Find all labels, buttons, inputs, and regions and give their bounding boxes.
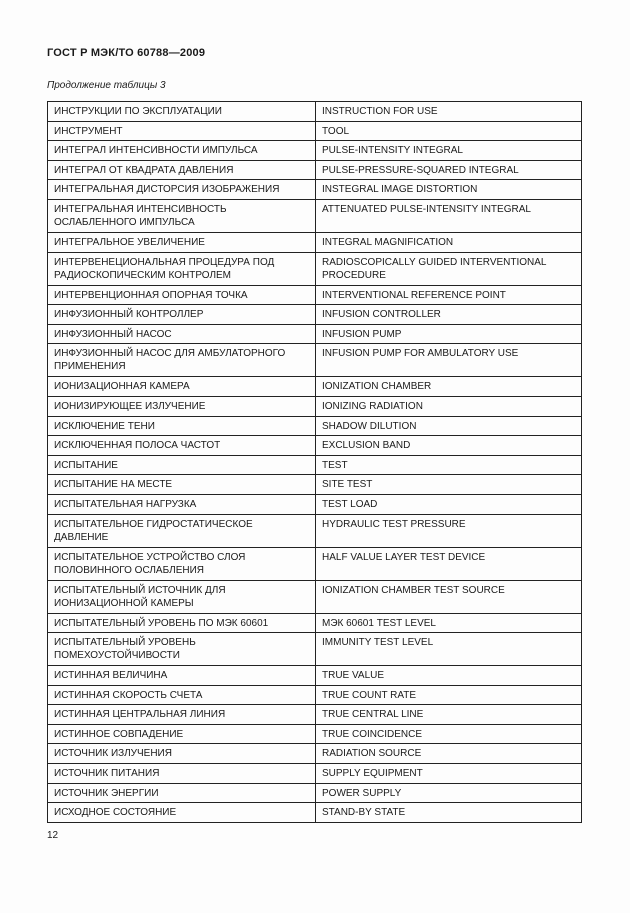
term-english: STAND-BY STATE [316, 803, 582, 823]
table-row [48, 633, 582, 666]
table-row [48, 199, 582, 232]
table-row [48, 141, 582, 161]
table-row [48, 613, 582, 633]
term-russian: ИНСТРУКЦИИ ПО ЭКСПЛУАТАЦИИ [48, 102, 316, 122]
table-row [48, 324, 582, 344]
table-row [48, 305, 582, 325]
term-russian: ИНФУЗИОННЫЙ НАСОС [48, 324, 316, 344]
term-english: SITE TEST [316, 475, 582, 495]
page-number: 12 [47, 830, 59, 841]
term-english: TRUE VALUE [316, 666, 582, 686]
terms-table [47, 101, 582, 823]
term-english: INFUSION PUMP FOR AMBULATORY USE [316, 344, 582, 377]
term-english: ATTENUATED PULSE-INTENSITY INTEGRAL [316, 199, 582, 232]
term-english: TEST LOAD [316, 494, 582, 514]
table-row [48, 285, 582, 305]
term-english: PULSE-INTENSITY INTEGRAL [316, 141, 582, 161]
term-english: SHADOW DILUTION [316, 416, 582, 436]
term-english: TRUE CENTRAL LINE [316, 705, 582, 725]
term-russian: ИСКЛЮЧЕНИЕ ТЕНИ [48, 416, 316, 436]
term-english: INFUSION PUMP [316, 324, 582, 344]
table-row [48, 396, 582, 416]
table-row [48, 783, 582, 803]
term-english: HALF VALUE LAYER TEST DEVICE [316, 547, 582, 580]
term-russian: ИНФУЗИОННЫЙ НАСОС ДЛЯ АМБУЛАТОРНОГО ПРИМЕНЕНИЯ [48, 344, 316, 377]
term-english: INSTRUCTION FOR USE [316, 102, 582, 122]
term-russian: ИНТЕГРАЛЬНОЕ УВЕЛИЧЕНИЕ [48, 232, 316, 252]
term-russian: ИСКЛЮЧЕННАЯ ПОЛОСА ЧАСТОТ [48, 436, 316, 456]
table-row [48, 685, 582, 705]
term-english: IONIZATION CHAMBER [316, 377, 582, 397]
table-row [48, 494, 582, 514]
term-russian: ИСТОЧНИК ПИТАНИЯ [48, 764, 316, 784]
table-row [48, 724, 582, 744]
term-english: INFUSION CONTROLLER [316, 305, 582, 325]
term-english: POWER SUPPLY [316, 783, 582, 803]
term-russian: ИСТИННОЕ СОВПАДЕНИЕ [48, 724, 316, 744]
term-english: TOOL [316, 121, 582, 141]
term-russian: ИНТЕГРАЛ ИНТЕНСИВНОСТИ ИМПУЛЬСА [48, 141, 316, 161]
table-row [48, 377, 582, 397]
term-russian: ИНСТРУМЕНТ [48, 121, 316, 141]
term-russian: ИНТЕГРАЛЬНАЯ ИНТЕНСИВНОСТЬ ОСЛАБЛЕННОГО ИМПУЛЬСА [48, 199, 316, 232]
term-english: INSTEGRAL IMAGE DISTORTION [316, 180, 582, 200]
term-russian: ИСПЫТАТЕЛЬНАЯ НАГРУЗКА [48, 494, 316, 514]
term-russian: ИСПЫТАТЕЛЬНОЕ УСТРОЙСТВО СЛОЯ ПОЛОВИННОГО ОСЛАБЛЕНИЯ [48, 547, 316, 580]
term-english: IONIZING RADIATION [316, 396, 582, 416]
term-russian: ИСТОЧНИК ЭНЕРГИИ [48, 783, 316, 803]
term-russian: ИОНИЗИРУЮЩЕЕ ИЗЛУЧЕНИЕ [48, 396, 316, 416]
term-russian: ИСПЫТАНИЕ НА МЕСТЕ [48, 475, 316, 495]
term-russian: ИСПЫТАТЕЛЬНОЕ ГИДРОСТАТИЧЕСКОЕ ДАВЛЕНИЕ [48, 514, 316, 547]
table-row [48, 160, 582, 180]
term-russian: ИСТИННАЯ СКОРОСТЬ СЧЕТА [48, 685, 316, 705]
table-row [48, 666, 582, 686]
table-row [48, 764, 582, 784]
term-english: INTERVENTIONAL REFERENCE POINT [316, 285, 582, 305]
term-russian: ИСТИННАЯ ВЕЛИЧИНА [48, 666, 316, 686]
term-english: IONIZATION CHAMBER TEST SOURCE [316, 580, 582, 613]
term-russian: ИСПЫТАТЕЛЬНЫЙ УРОВЕНЬ ПОМЕХОУСТОЙЧИВОСТИ [48, 633, 316, 666]
term-english: TRUE COINCIDENCE [316, 724, 582, 744]
table-row [48, 455, 582, 475]
table-row [48, 514, 582, 547]
term-english: TEST [316, 455, 582, 475]
term-russian: ИСТОЧНИК ИЗЛУЧЕНИЯ [48, 744, 316, 764]
term-english: IMMUNITY TEST LEVEL [316, 633, 582, 666]
term-english: RADIATION SOURCE [316, 744, 582, 764]
terms-table-body [48, 102, 582, 823]
term-russian: ИСХОДНОЕ СОСТОЯНИЕ [48, 803, 316, 823]
table-row [48, 232, 582, 252]
table-caption: Продолжение таблицы 3 [47, 80, 166, 91]
term-russian: ИНФУЗИОННЫЙ КОНТРОЛЛЕР [48, 305, 316, 325]
table-row [48, 252, 582, 285]
term-russian: ИОНИЗАЦИОННАЯ КАМЕРА [48, 377, 316, 397]
document-header: ГОСТ Р МЭК/ТО 60788—2009 [47, 47, 206, 59]
table-row [48, 102, 582, 122]
term-english: EXCLUSION BAND [316, 436, 582, 456]
term-russian: ИНТЕГРАЛЬНАЯ ДИСТОРСИЯ ИЗОБРАЖЕНИЯ [48, 180, 316, 200]
table-row [48, 344, 582, 377]
term-english: МЭК 60601 TEST LEVEL [316, 613, 582, 633]
term-russian: ИНТЕРВЕНЕЦИОНАЛЬНАЯ ПРОЦЕДУРА ПОД РАДИОСКОПИЧЕСКИМ КОНТРОЛЕМ [48, 252, 316, 285]
table-row [48, 121, 582, 141]
table-row [48, 547, 582, 580]
term-russian: ИНТЕГРАЛ ОТ КВАДРАТА ДАВЛЕНИЯ [48, 160, 316, 180]
term-english: HYDRAULIC TEST PRESSURE [316, 514, 582, 547]
table-row [48, 803, 582, 823]
term-english: INTEGRAL MAGNIFICATION [316, 232, 582, 252]
term-russian: ИСТИННАЯ ЦЕНТРАЛЬНАЯ ЛИНИЯ [48, 705, 316, 725]
table-row [48, 744, 582, 764]
term-russian: ИСПЫТАТЕЛЬНЫЙ УРОВЕНЬ ПО МЭК 60601 [48, 613, 316, 633]
table-row [48, 475, 582, 495]
table-row [48, 436, 582, 456]
table-row [48, 580, 582, 613]
term-english: PULSE-PRESSURE-SQUARED INTEGRAL [316, 160, 582, 180]
term-english: SUPPLY EQUIPMENT [316, 764, 582, 784]
table-row [48, 180, 582, 200]
term-russian: ИСПЫТАНИЕ [48, 455, 316, 475]
term-english: TRUE COUNT RATE [316, 685, 582, 705]
table-row [48, 705, 582, 725]
table-row [48, 416, 582, 436]
term-russian: ИНТЕРВЕНЦИОННАЯ ОПОРНАЯ ТОЧКА [48, 285, 316, 305]
term-russian: ИСПЫТАТЕЛЬНЫЙ ИСТОЧНИК ДЛЯ ИОНИЗАЦИОННОЙ КАМЕРЫ [48, 580, 316, 613]
term-english: RADIOSCOPICALLY GUIDED INTERVENTIONAL PROCEDURE [316, 252, 582, 285]
